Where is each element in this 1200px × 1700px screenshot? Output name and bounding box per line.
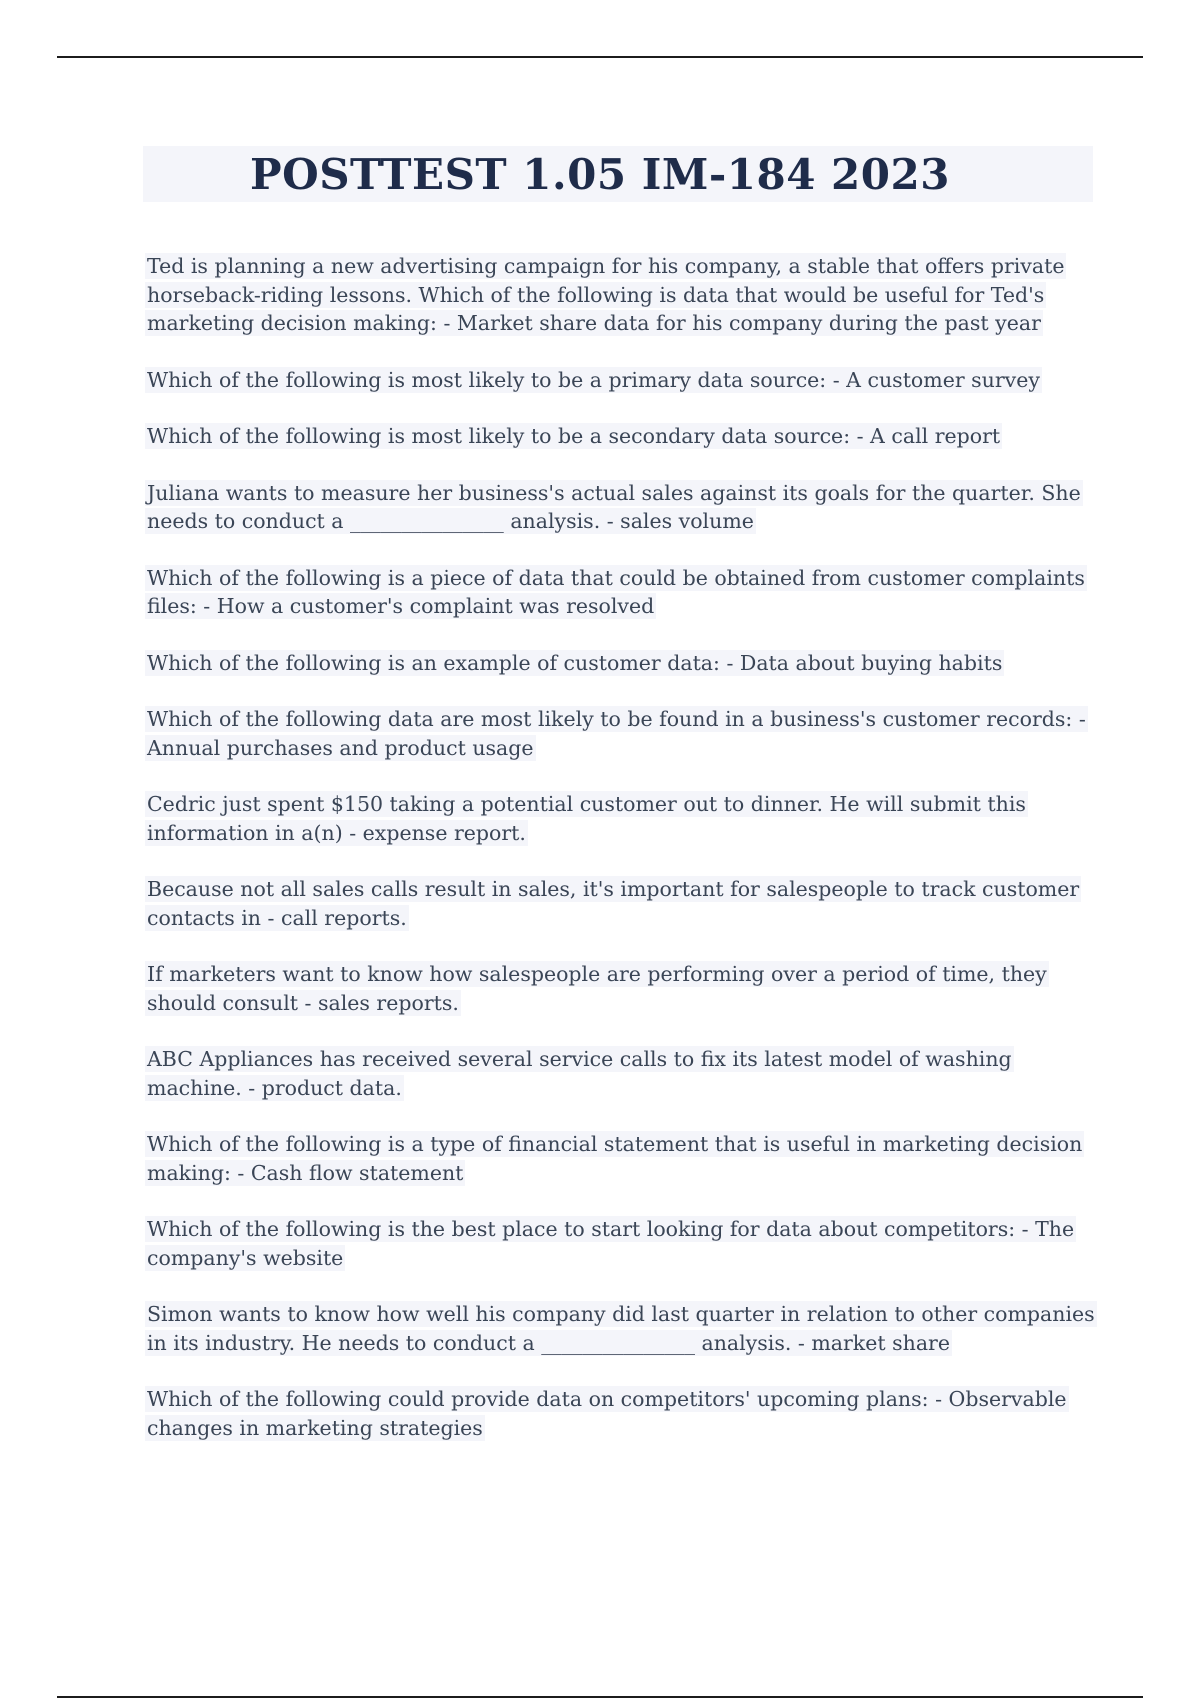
qa-text: Which of the following data are most likely to be found in a business's customer records: - Annual purchases and product usage [147, 707, 1086, 760]
qa-item-14 [145, 1300, 1095, 1357]
qa-text: Which of the following is most likely to be a secondary data source: - A call report [147, 424, 1001, 448]
qa-text: If marketers want to know how salespeople are performing over a period of time, they should consult - sales reports. [147, 962, 1047, 1015]
qa-item-9 [145, 875, 1095, 932]
title-band [143, 146, 1093, 202]
qa-item-11 [145, 1045, 1095, 1102]
qa-text: Which of the following is a piece of data that could be obtained from customer complaints files: - How a customer's complaint was resolved [147, 565, 1085, 618]
qa-text: Which of the following is the best place to start looking for data about competitors: - The company's website [147, 1217, 1075, 1270]
qa-item-13 [145, 1215, 1095, 1272]
qa-text: Which of the following could provide data on competitors' upcoming plans: - Observable changes in marketing strategies [147, 1387, 1067, 1440]
qa-item-1 [145, 252, 1095, 338]
qa-text: Which of the following is a type of financial statement that is useful in marketing decision making: - Cash flow statement [147, 1132, 1083, 1185]
qa-item-5 [145, 564, 1095, 621]
page-title: POSTTEST 1.05 IM-184 2023 [250, 149, 950, 199]
qa-item-4 [145, 479, 1095, 536]
qa-text: Ted is planning a new advertising campaign for his company, a stable that offers private horseback-riding lessons. Which of the following is data that would be useful for Ted's marketing decision making: - Market share data for his company during the past year [147, 254, 1065, 335]
qa-text: ABC Appliances has received several service calls to fix its latest model of washing machine. - product data. [147, 1047, 1012, 1100]
qa-item-7 [145, 705, 1095, 762]
top-rule [57, 56, 1143, 58]
bottom-rule [57, 1696, 1143, 1698]
qa-item-12 [145, 1130, 1095, 1187]
qa-text: Cedric just spent $150 taking a potential customer out to dinner. He will submit this information in a(n) - expense report. [147, 792, 1026, 845]
qa-text: Juliana wants to measure her business's actual sales against its goals for the quarter. She needs to conduct a _______________ analysis. - sales volume [147, 480, 1081, 533]
qa-item-3 [145, 422, 1095, 451]
qa-item-15 [145, 1385, 1095, 1442]
qa-item-8 [145, 790, 1095, 847]
qa-item-10 [145, 960, 1095, 1017]
qa-text: Because not all sales calls result in sales, it's important for salespeople to track customer contacts in - call reports. [147, 877, 1080, 930]
qa-text: Which of the following is most likely to be a primary data source: - A customer survey [147, 367, 1040, 392]
question-answer-list [145, 252, 1095, 1470]
qa-item-2 [145, 366, 1095, 395]
qa-item-6 [145, 649, 1095, 678]
qa-text: Simon wants to know how well his company did last quarter in relation to other companies in its industry. He needs to conduct a _______________ analysis. - market share [147, 1302, 1095, 1355]
qa-text: Which of the following is an example of customer data: - Data about buying habits [147, 650, 1003, 675]
